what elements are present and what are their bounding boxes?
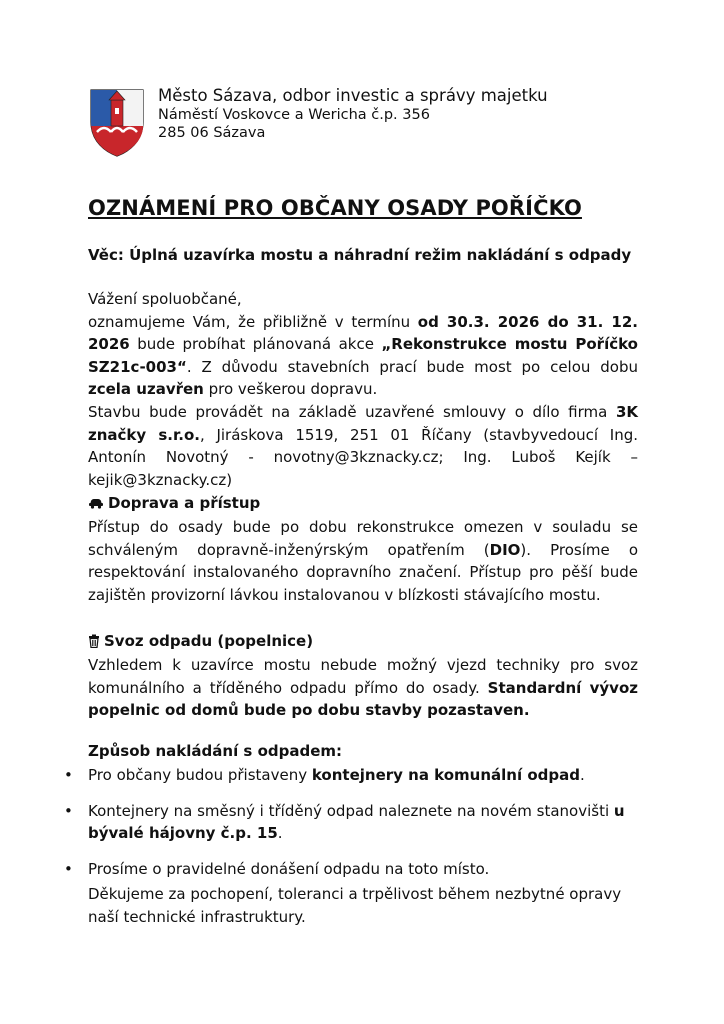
intro-paragraph: oznamujeme Vám, že přibližně v termínu od 30.3. 2026 do 31. 12. 2026 bude probíhat plánovaná akce „Rekonstrukce mostu Poříčko SZ21c-003“. Z důvodu stavebních prací bude most po celou dobu zcela uzavřen pro veškerou dopravu. bbox=[88, 312, 638, 399]
traffic-paragraph: Přístup do osady bude po dobu rekonstrukce omezen v souladu se schváleným dopravně-inženýrským opatřením (DIO). Prosíme o respektování instalovaného dopravního značení. Přístup pro pěší bude zajištěn provizorní lávkou instalovanou v blízkosti stávajícího mostu. bbox=[88, 518, 638, 604]
document-title: OZNÁMENÍ PRO OBČANY OSADY POŘÍČKO bbox=[88, 196, 582, 220]
waste-paragraph: Vzhledem k uzavírce mostu nebude možný vjezd techniky pro svoz komunálního a tříděného odpadu přímo do osady. Standardní vývoz popelnic od domů bude po dobu stavby pozastaven. bbox=[88, 656, 639, 720]
list-item: • Prosíme o pravidelné donášení odpadu na toto místo. bbox=[64, 859, 490, 878]
address-line: Náměstí Voskovce a Wericha č.p. 356 bbox=[158, 107, 430, 123]
traffic-heading: Doprava a přístup bbox=[88, 494, 260, 512]
closing-paragraph: Děkujeme za pochopení, toleranci a trpělivost během nezbytné opravy naší technické infrastruktury. bbox=[88, 885, 622, 926]
waste-heading: Svoz odpadu (popelnice) bbox=[88, 632, 313, 650]
car-icon bbox=[88, 497, 104, 509]
method-list bbox=[60, 764, 638, 893]
trash-bin-icon bbox=[88, 634, 100, 648]
organization-name: Město Sázava, odbor investic a správy majetku bbox=[158, 86, 548, 105]
postal-line: 285 06 Sázava bbox=[158, 125, 266, 141]
greeting: Vážení spoluobčané, bbox=[88, 290, 242, 308]
method-heading: Způsob nakládání s odpadem: bbox=[88, 742, 343, 760]
list-item: • Kontejnery na směsný i tříděný odpad naleznete na novém stanovišti u bývalé hájovny č.p. 15. bbox=[64, 801, 625, 843]
list-item: • Pro občany budou přistaveny kontejnery na komunální odpad. bbox=[64, 766, 585, 784]
contractor-paragraph: Stavbu bude provádět na základě uzavřené smlouvy o dílo firma 3K značky s.r.o., Jiráskova 1519, 251 01 Říčany (stavbyvedoucí Ing. Antonín Novotný - novotny@3kznacky.cz; Ing. Luboš Kejík –kejik@3kznacky.cz) bbox=[88, 402, 638, 489]
subject-line: Věc: Úplná uzavírka mostu a náhradní režim nakládání s odpady bbox=[88, 246, 632, 264]
intro-section bbox=[88, 288, 638, 491]
letterhead bbox=[88, 86, 548, 158]
town-crest-logo bbox=[88, 86, 146, 158]
